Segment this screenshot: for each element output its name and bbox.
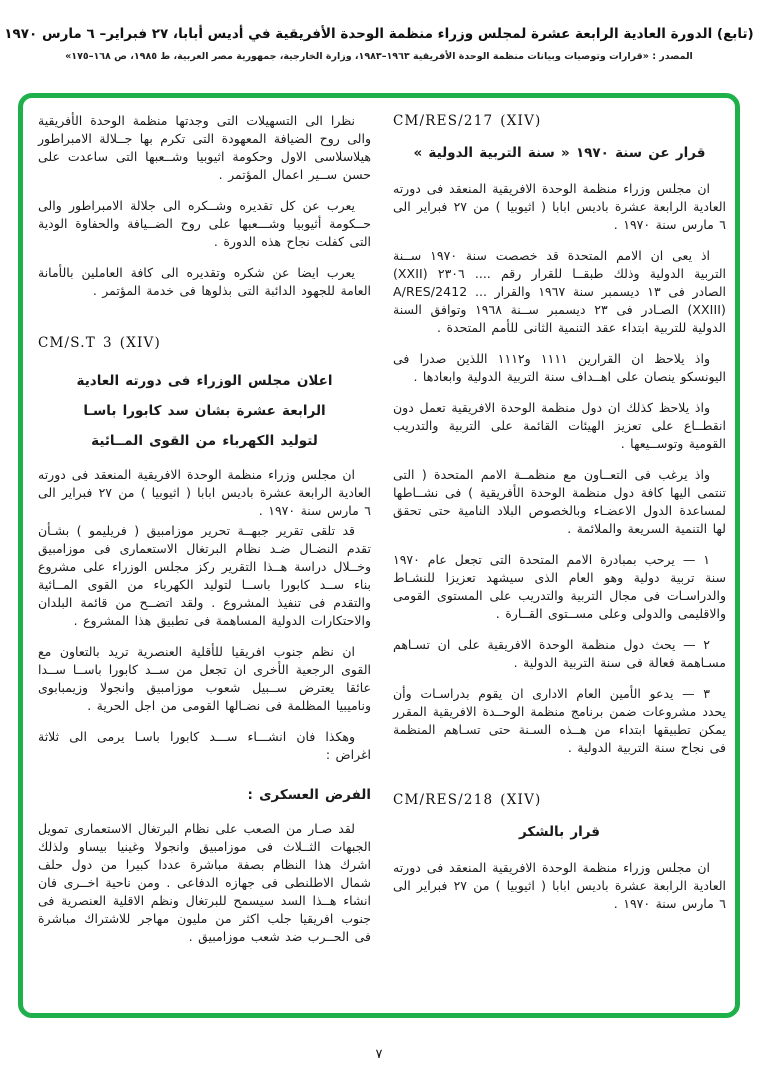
declaration-title [38, 366, 371, 456]
right-column [393, 112, 726, 959]
paragraph-frelimo-report: قد تلقى تقرير جبهــة تحرير موزامبيق ( فريليمو ) بشـأن تقدم النضـال ضـد نظام البرتغال الاستعمارى فى موزامبيق وخــلال دراسة هــذا التقرير ركز مجلس الوزراء على مشروع بناء ســد كابورا باســا لتوليد الكهرباء من القوى المــائية والتقدم فى تنفيذ المشروع . ولقد اتضــح من قائمة البلدان والاحتكارات الدولية المساهمة فى تطبيق هذا المشروع . [38, 523, 371, 628]
paragraph-thanks-resolution: ان مجلس وزراء منظمة الوحدة الافريقية المنعقد فى دورته العادية الرابعة عشرة باديس ابابا ( اثيوبيا ) من ٢٧ فبراير الى ٦ مارس سنة ١٩٧٠ . [393, 860, 727, 911]
doc-ref-cmres218: CM/RES/218 (XIV) [393, 792, 542, 808]
resolution-218-title: قرار بالشكر [518, 824, 601, 840]
paragraph-item-1-welcomes: ١ — يرحب بمبادرة الامم المتحدة التى تجعل عام ١٩٧٠ سنة تربية دولية وهو العام الذى سيشهد تعزيزا للنشـاط والدراسـات فى مجال التربية والتدريب على المستوى القومى والاقليمى والدولى وعلى مســتوى القــارة . [393, 552, 726, 621]
declaration-title-line1: اعلان مجلس الوزراء فى دورته العادية [76, 373, 333, 389]
declaration-title-line2: الرابعة عشرة بشان سد كابورا باسـا [83, 403, 326, 419]
doc-ref-cmres217: CM/RES/217 (XIV) [393, 113, 542, 129]
left-column [38, 112, 371, 959]
header-title: (تابع) الدورة العادية الرابعة عشرة لمجلس وزراء منظمة الوحدة الأفريقية في أديس أبابا، ٢٧ فبراير– ٦ مارس ١٩٧٠ [4, 26, 754, 42]
paragraph-council-session: ان مجلس وزراء منظمة الوحدة الافريقية المنعقد فى دورته العادية الرابعة عشرة باديس ابابا ( اثيوبيا ) من ٢٧ فبراير الى ٦ مارس سنة ١٩٧٠ . [393, 181, 727, 232]
document-frame [18, 93, 740, 1018]
paragraph-unesco-resolutions: واذ يلاحظ ان القرارين ١١١١ و١١١٢ اللذين صدرا فى اليونسكو ينصان على اهــداف سنة التربية الدولية وابعادها . [393, 351, 726, 384]
paragraph-racist-regimes: ان نظم جنوب افريقيا للأقلية العنصرية تريد بالتعاون مع القوى الرجعية الأخرى ان تجعل من ســد كابورا باســا ســدا عائقا يعترض ســبيل شعوب موزامبيق وانجولا وزيمبابوى وناميبيا المظلمة فى نضـالها القومى من اجل الحرية . [38, 644, 371, 713]
frame-content [23, 98, 735, 969]
paragraph-item-2-urges: ٢ — يحث دول منظمة الوحدة الافريقية على ان تسـاهم مسـاهمة فعالة فى سنة التربية الدولية . [393, 637, 726, 670]
paragraph-thanks-facilities: نظرا الى التسهيلات التى وجدتها منظمة الوحدة الأفريقية والى روح الضيافة المعهودة التى تكرم بها جــلالة الامبراطور هيلاسلاسى الاول وحكومة اثيوبيا وشــعبها التى ساعدت على حسن ســير اعمال المؤتمر . [38, 113, 371, 182]
header-source: المصدر : «قرارات وتوصيات وبيانات منظمة الوحدة الأفريقية ١٩٦٣–١٩٨٣، وزارة الخارجية، جمهورية مصر العربية، ط ١٩٨٥، ص ١٦٨–١٧٥» [65, 51, 693, 62]
paragraph-item-3-invites: ٣ — يدعو الأمين العام الادارى ان يقوم بدراسـات وأن يحدد مشروعات ضمن برنامج منظمة الوحــدة الافريقية المقرر يمكن تطبيقها ابتداء من هــذه السـنة حتى تسـاهم المنظمة فى نجاح سنة التربية الدولية . [393, 686, 726, 755]
declaration-title-line3: لتوليد الكهرباء من القوى المــائية [91, 433, 318, 449]
paragraph-thanks-emperor: يعرب عن كل تقديره وشــكره الى جلالة الامبراطور والى حــكومة أثيوبيا وشـــعبها على روح الضــيافة والحفاوة الودية التى كفلت نجاح هذه الدورة . [38, 198, 371, 249]
resolution-217-title: قرار عن سنة ١٩٧٠ « سنة التربية الدولية » [413, 145, 706, 161]
paragraph-un-cooperation: واذ يرغب فى التعــاون مع منظمــة الامم المتحدة ( التى تنتمى اليها كافة دول منظمة الوحدة الأفريقية ) فى نشــاطها لمساعدة الدول الاعضـاء وبالخصوص البلاد النامية حتى تحقق لها التنمية السريعة والملائمة . [393, 467, 726, 536]
paragraph-three-purposes: وهكذا فان انشـــاء ســـد كابورا باسـا يرمى الى ثلاثة اغراض : [38, 729, 371, 762]
paragraph-un-resolutions: اذ يعى ان الامم المتحدة قد خصصت سنة ١٩٧٠ ســنة التربية الدولية وذلك طبقــا للقرار رقم .... ‏٢٣٠٦ (XXII) الصادر فى ١٣ ديسمبر سنة ١٩٦٧ والقرار ... ‏A/RES/2412 (XXIII) الصـادر فى ٢٣ ديسمبر ســنة ١٩٦٨ وتوافق السنة الدولية للتربية ابتداء عقد التنمية الثانى للأمم المتحدة . [393, 248, 727, 335]
paragraph-council-session: ان مجلس وزراء منظمة الوحدة الافريقية المنعقد فى دورته العادية الرابعة عشرة باديس ابابا ( اثيوبيا ) من ٢٧ فبراير الى ٦ مارس سنة ١٩٧٠ . [38, 467, 372, 518]
paragraph-thanks-secretariat: يعرب ايضا عن شكره وتقديره الى كافة العاملين بالأمانة العامة للجهود الدائبة التى بذلوها فى خدمة المؤتمر . [38, 265, 371, 298]
doc-ref-cmst3: CM/S.T 3 (XIV) [38, 335, 161, 351]
paragraph-oau-education-efforts: واذ يلاحظ كذلك ان دول منظمة الوحدة الافريقية تعمل دون انقطــاع على تعزيز الهيئات القائمة على التربية والتدريب القومية وتوســيعها . [393, 400, 726, 451]
page-number: ٧ [375, 1047, 383, 1062]
page-header [0, 0, 758, 62]
military-purpose-heading: الفرض العسكرى : [247, 787, 371, 803]
paragraph-military-purpose: لقد صـار من الصعب على نظام البرتغال الاستعمارى تمويل الجبهات الثــلاث فى موزامبيق وانجولا وغينيا بيساو ولذلك اشرك هذا النظام بصفة مباشرة عددا كبيرا من دول حلف شمال الاطلنطى فى جهازه الدفاعى . ومن ناحية اخــرى فان انشاء هــذا السد سيسمح للبرتغال ونظم الاقلية العنصرية فى جنوب افريقيا جلب اكثر من مليون مهاجر للاشتراك مباشرة فى الحــرب ضد شعب موزامبيق . [38, 821, 371, 944]
